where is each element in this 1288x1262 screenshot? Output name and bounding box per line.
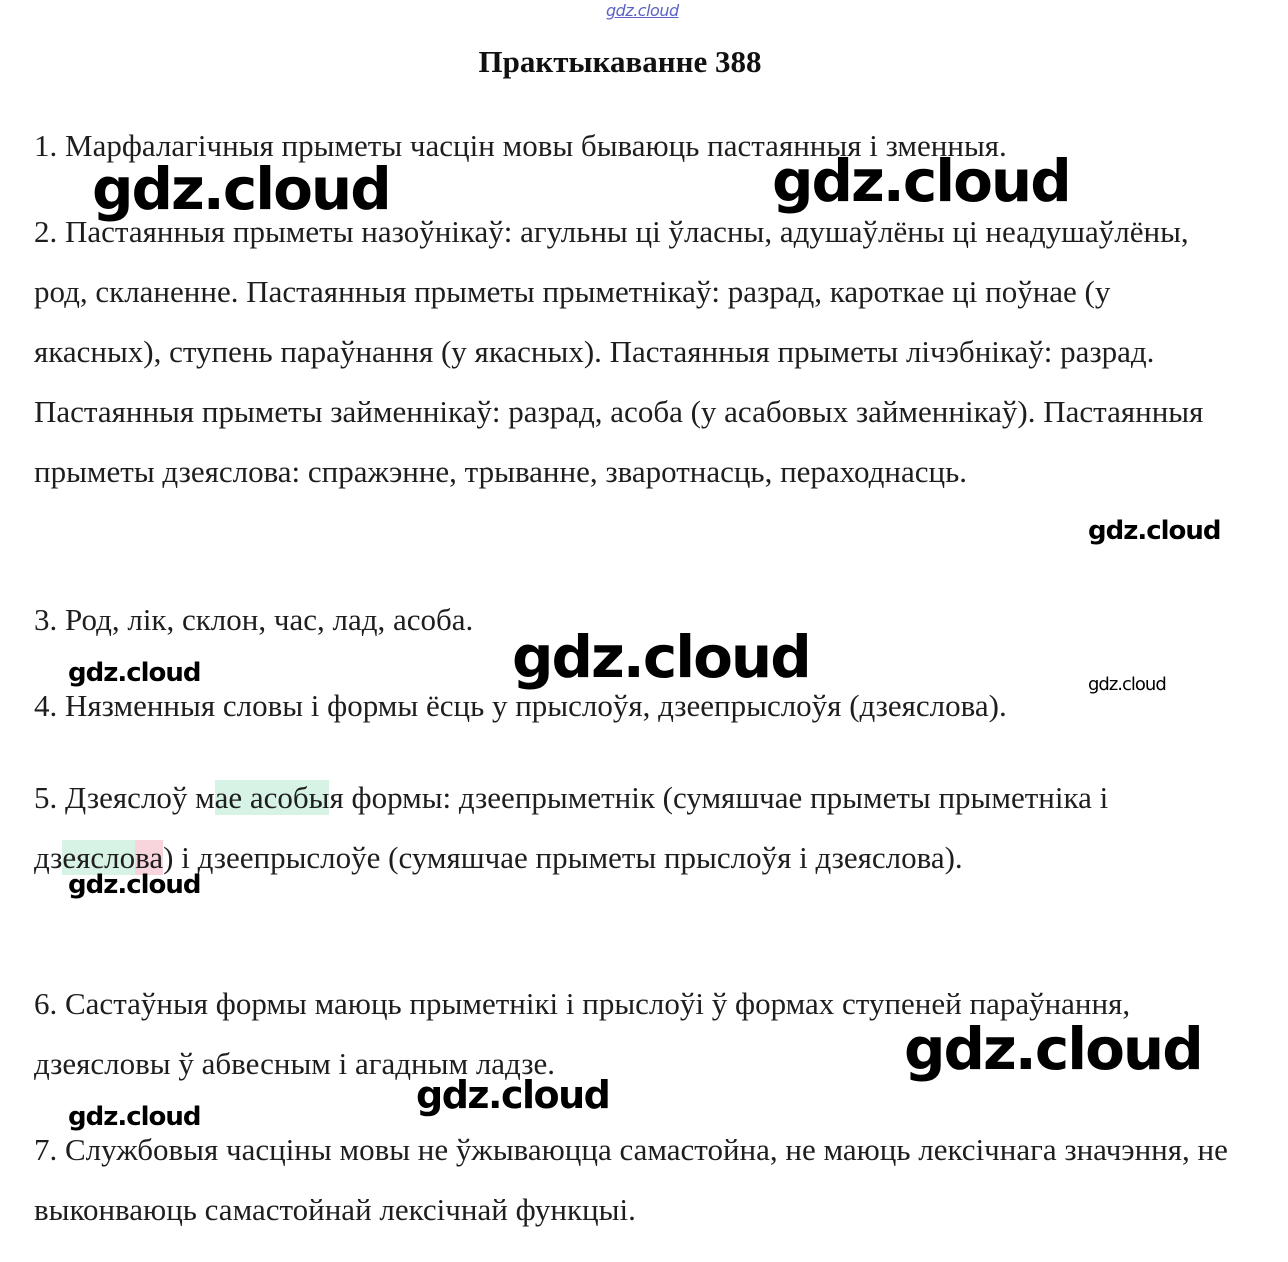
paragraph-4: 4. Нязменныя словы і формы ёсць у прыслоўя, дзеепрыслоўя (дзеяслова).: [34, 688, 1007, 723]
watermark: gdz.cloud: [68, 1102, 201, 1132]
highlight-red: ва: [135, 840, 164, 875]
page-title: Практыкаванне 388: [478, 44, 762, 79]
paragraph-2: 2. Пастаянныя прыметы назоўнікаў: агульны ці ўласны, адушаўлёны ці неадушаўлёны, род, скланенне. Пастаянныя прыметы прыметнікаў: разрад, кароткае ці поўнае (у якасных), ступень параўнання (у якасных). Пастаянныя прыметы лічэбнікаў: разрад. Пастаянныя прыметы займеннікаў: разрад, асоба (у асабовых займеннікаў). Пастаянныя прыметы дзеяслова: спражэнне, трыванне, зваротнасць, пераходнасць.: [34, 214, 1204, 489]
paragraph-1: 1. Марфалагічныя прыметы часцін мовы бываюць пастаянныя і зменныя.: [34, 128, 1007, 163]
paragraph-5: [34, 768, 1234, 888]
watermark: gdz.cloud: [904, 1015, 1202, 1083]
paragraph-7: 7. Службовыя часціны мовы не ўжываюцца самастойна, не маюць лексічнага значэння, не выконваюць самастойнай лексічнай функцыі.: [34, 1132, 1228, 1227]
watermark: gdz.cloud: [512, 623, 810, 691]
watermark: gdz.cloud: [68, 870, 201, 900]
watermark: gdz.cloud: [92, 155, 390, 223]
highlight-green-2: еясло: [62, 840, 136, 875]
watermark: gdz.cloud: [1088, 674, 1166, 695]
paragraph-3: 3. Род, лік, склон, час, лад, асоба.: [34, 602, 474, 637]
paragraph-6: 6. Састаўныя формы маюць прыметнікі і прыслоўі ў формах ступеней параўнання, дзеясловы ў абвесным і агадным ладзе.: [34, 986, 1131, 1081]
source-link[interactable]: gdz.cloud: [606, 1, 679, 20]
paragraph-5-text-b: я формы: дзеепрыметнік (сумяшчае прыметы прыметніка і дз: [34, 780, 1109, 875]
highlight-green: ае асобы: [214, 780, 330, 815]
watermark: gdz.cloud: [1088, 516, 1221, 546]
watermark: gdz.cloud: [416, 1073, 610, 1117]
watermark: gdz.cloud: [68, 658, 201, 688]
watermark: gdz.cloud: [772, 147, 1070, 215]
paragraph-5-text-c: ) і дзеепрыслоўе (сумяшчае прыметы прыслоўя і дзеяслова).: [163, 840, 963, 875]
paragraph-5-text-a: 5. Дзеяслоў м: [34, 780, 215, 815]
